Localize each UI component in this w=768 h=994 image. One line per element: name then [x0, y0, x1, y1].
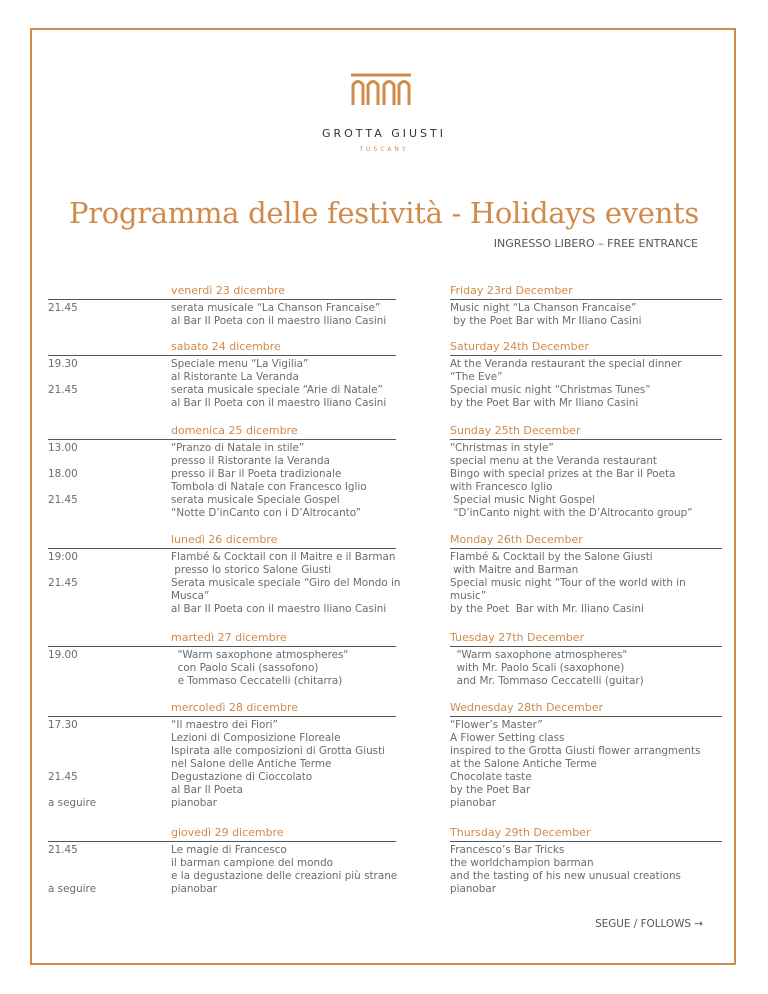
follows-note: SEGUE / FOLLOWS → [595, 918, 703, 930]
date-english: Friday 23rd December [450, 284, 573, 297]
event-time: 18.00 [48, 468, 78, 480]
divider-line [48, 439, 396, 440]
description-line: presso lo storico Salone Giusti [171, 564, 332, 576]
description-line: At the Veranda restaurant the special dinner [450, 358, 682, 370]
description-line: al Bar Il Poeta [171, 784, 243, 796]
description-line: al Bar Il Poeta con il maestro Iliano Casini [171, 315, 387, 327]
description-line: con Paolo Scali (sassofono) [171, 662, 319, 674]
description-line: by the Poet Bar with Mr Iliano Casini [450, 315, 642, 327]
page-title: Programma delle festività - Holidays events [69, 196, 699, 230]
description-line: at the Salone Antiche Terme [450, 758, 597, 770]
date-english: Wednesday 28th December [450, 701, 604, 714]
divider-line [48, 299, 396, 300]
date-english: Tuesday 27th December [450, 631, 585, 644]
description-line: Francesco’s Bar Tricks [450, 844, 565, 856]
brand-name: GROTTA GIUSTI [321, 127, 446, 140]
divider-line [450, 716, 722, 717]
description-italian [171, 442, 443, 520]
date-english: Saturday 24th December [450, 340, 589, 353]
event-day-header [48, 424, 722, 440]
description-line: e la degustazione delle creazioni più strane [171, 870, 398, 882]
description-line: with Maitre and Barman [450, 564, 579, 576]
event-day [48, 424, 722, 519]
description-line: by the Poet Bar [450, 784, 531, 796]
event-time: 21.45 [48, 302, 78, 314]
description-line: and Mr. Tommaso Ceccatelli (guitar) [450, 675, 644, 687]
description-english [450, 358, 722, 410]
event-time: 21.45 [48, 577, 78, 589]
description-line: “Christmas in style” [450, 442, 554, 454]
date-italian: mercoledì 28 dicembre [171, 701, 298, 714]
divider-line [450, 548, 722, 549]
divider-line [48, 646, 396, 647]
event-time: 17.30 [48, 719, 78, 731]
event-day [48, 826, 722, 895]
description-english [450, 719, 722, 810]
description-line: with Francesco Iglio [450, 481, 553, 493]
description-line: Chocolate taste [450, 771, 532, 783]
description-english [450, 551, 722, 616]
divider-line [450, 355, 722, 356]
description-line: Bingo with special prizes at the Bar il Poeta [450, 468, 676, 480]
description-line: “The Eve” [450, 371, 503, 383]
description-line: pianobar [450, 883, 497, 895]
arches-logo-icon [349, 72, 413, 106]
event-time: 21.45 [48, 494, 78, 506]
description-line: “Notte D’inCanto con i D’Altrocanto” [171, 507, 362, 519]
date-italian: lunedì 26 dicembre [171, 533, 278, 546]
description-line: Special music night “Tour of the world with in [450, 577, 686, 589]
brand-region: TUSCANY [359, 146, 409, 153]
description-line: il barman campione del mondo [171, 857, 334, 869]
event-time: 19.30 [48, 358, 78, 370]
description-line: "Warm saxophone atmospheres" [171, 649, 349, 661]
date-italian: sabato 24 dicembre [171, 340, 281, 353]
description-line: pianobar [171, 883, 218, 895]
description-line: and the tasting of his new unusual creations [450, 870, 681, 882]
description-line: Musca” [171, 590, 210, 602]
description-line: serata musicale speciale “Arie di Natale” [171, 384, 383, 396]
description-line: with Mr. Paolo Scali (saxophone) [450, 662, 625, 674]
page-subtitle: INGRESSO LIBERO – FREE ENTRANCE [493, 237, 698, 250]
description-line: by the Poet Bar with Mr. Iliano Casini [450, 603, 644, 615]
event-day [48, 533, 722, 615]
description-line: inspired to the Grotta Giusti flower arrangments [450, 745, 701, 757]
date-italian: martedì 27 dicembre [171, 631, 287, 644]
description-line: e Tommaso Ceccatelli (chitarra) [171, 675, 343, 687]
description-italian [171, 358, 443, 410]
description-english [450, 844, 722, 896]
description-line: Le magie di Francesco [171, 844, 287, 856]
event-day-header [48, 533, 722, 549]
event-day [48, 631, 722, 687]
event-day-header [48, 826, 722, 842]
event-day [48, 701, 722, 809]
description-italian [171, 302, 443, 328]
description-italian [171, 551, 443, 616]
description-line: Flambé & Cocktail by the Salone Giusti [450, 551, 653, 563]
divider-line [450, 439, 722, 440]
description-english [450, 302, 722, 328]
description-line: "Warm saxophone atmospheres" [450, 649, 628, 661]
description-line: serata musicale “La Chanson Francaise” [171, 302, 381, 314]
description-line: “Pranzo di Natale in stile” [171, 442, 305, 454]
description-line: “Flower’s Master” [450, 719, 543, 731]
event-day-header [48, 701, 722, 717]
date-italian: venerdì 23 dicembre [171, 284, 285, 297]
event-day [48, 340, 722, 409]
description-english [450, 649, 722, 688]
description-line: Tombola di Natale con Francesco Iglio [171, 481, 367, 493]
event-day-header [48, 631, 722, 647]
description-english [450, 442, 722, 520]
description-line: Lezioni di Composizione Floreale [171, 732, 341, 744]
divider-line [48, 841, 396, 842]
description-line: al Bar Il Poeta con il maestro Iliano Casini [171, 397, 387, 409]
description-line: “D’inCanto night with the D’Altrocanto group” [450, 507, 693, 519]
divider-line [48, 716, 396, 717]
description-line: nel Salone delle Antiche Terme [171, 758, 332, 770]
event-day-header [48, 340, 722, 356]
description-italian [171, 649, 443, 688]
date-italian: giovedì 29 dicembre [171, 826, 284, 839]
description-line: the worldchampion barman [450, 857, 594, 869]
event-time: 13.00 [48, 442, 78, 454]
description-line: Music night “La Chanson Francaise” [450, 302, 637, 314]
divider-line [48, 355, 396, 356]
description-line: al Bar Il Poeta con il maestro Iliano Casini [171, 603, 387, 615]
description-line: Ispirata alle composizioni di Grotta Giusti [171, 745, 386, 757]
description-line: Speciale menu “La Vigilia” [171, 358, 309, 370]
description-line: presso il Ristorante la Veranda [171, 455, 330, 467]
description-italian [171, 844, 443, 896]
event-time: a seguire [48, 797, 96, 809]
description-line: Serata musicale speciale “Giro del Mondo in [171, 577, 401, 589]
date-english: Thursday 29th December [450, 826, 591, 839]
event-time: 19.00 [48, 649, 78, 661]
date-english: Monday 26th December [450, 533, 583, 546]
event-time: 21.45 [48, 771, 78, 783]
description-italian [171, 719, 443, 810]
divider-line [450, 299, 722, 300]
description-line: Special music Night Gospel [450, 494, 595, 506]
description-line: pianobar [171, 797, 218, 809]
event-day [48, 284, 722, 327]
description-line: Special music night “Christmas Tunes” [450, 384, 651, 396]
description-line: Degustazione di Cioccolato [171, 771, 313, 783]
date-english: Sunday 25th December [450, 424, 581, 437]
description-line: serata musicale Speciale Gospel [171, 494, 340, 506]
description-line: presso il Bar il Poeta tradizionale [171, 468, 342, 480]
event-time: a seguire [48, 883, 96, 895]
description-line: al Ristorante La Veranda [171, 371, 299, 383]
event-day-header [48, 284, 722, 300]
description-line: pianobar [450, 797, 497, 809]
description-line: by the Poet Bar with Mr Iliano Casini [450, 397, 639, 409]
event-time: 19:00 [48, 551, 78, 563]
description-line: Flambé & Cocktail con il Maitre e il Barman [171, 551, 396, 563]
divider-line [48, 548, 396, 549]
divider-line [450, 841, 722, 842]
event-time: 21.45 [48, 384, 78, 396]
divider-line [450, 646, 722, 647]
date-italian: domenica 25 dicembre [171, 424, 298, 437]
description-line: music” [450, 590, 487, 602]
description-line: special menu at the Veranda restaurant [450, 455, 658, 467]
description-line: “Il maestro dei Fiori” [171, 719, 278, 731]
event-time: 21.45 [48, 844, 78, 856]
description-line: A Flower Setting class [450, 732, 565, 744]
